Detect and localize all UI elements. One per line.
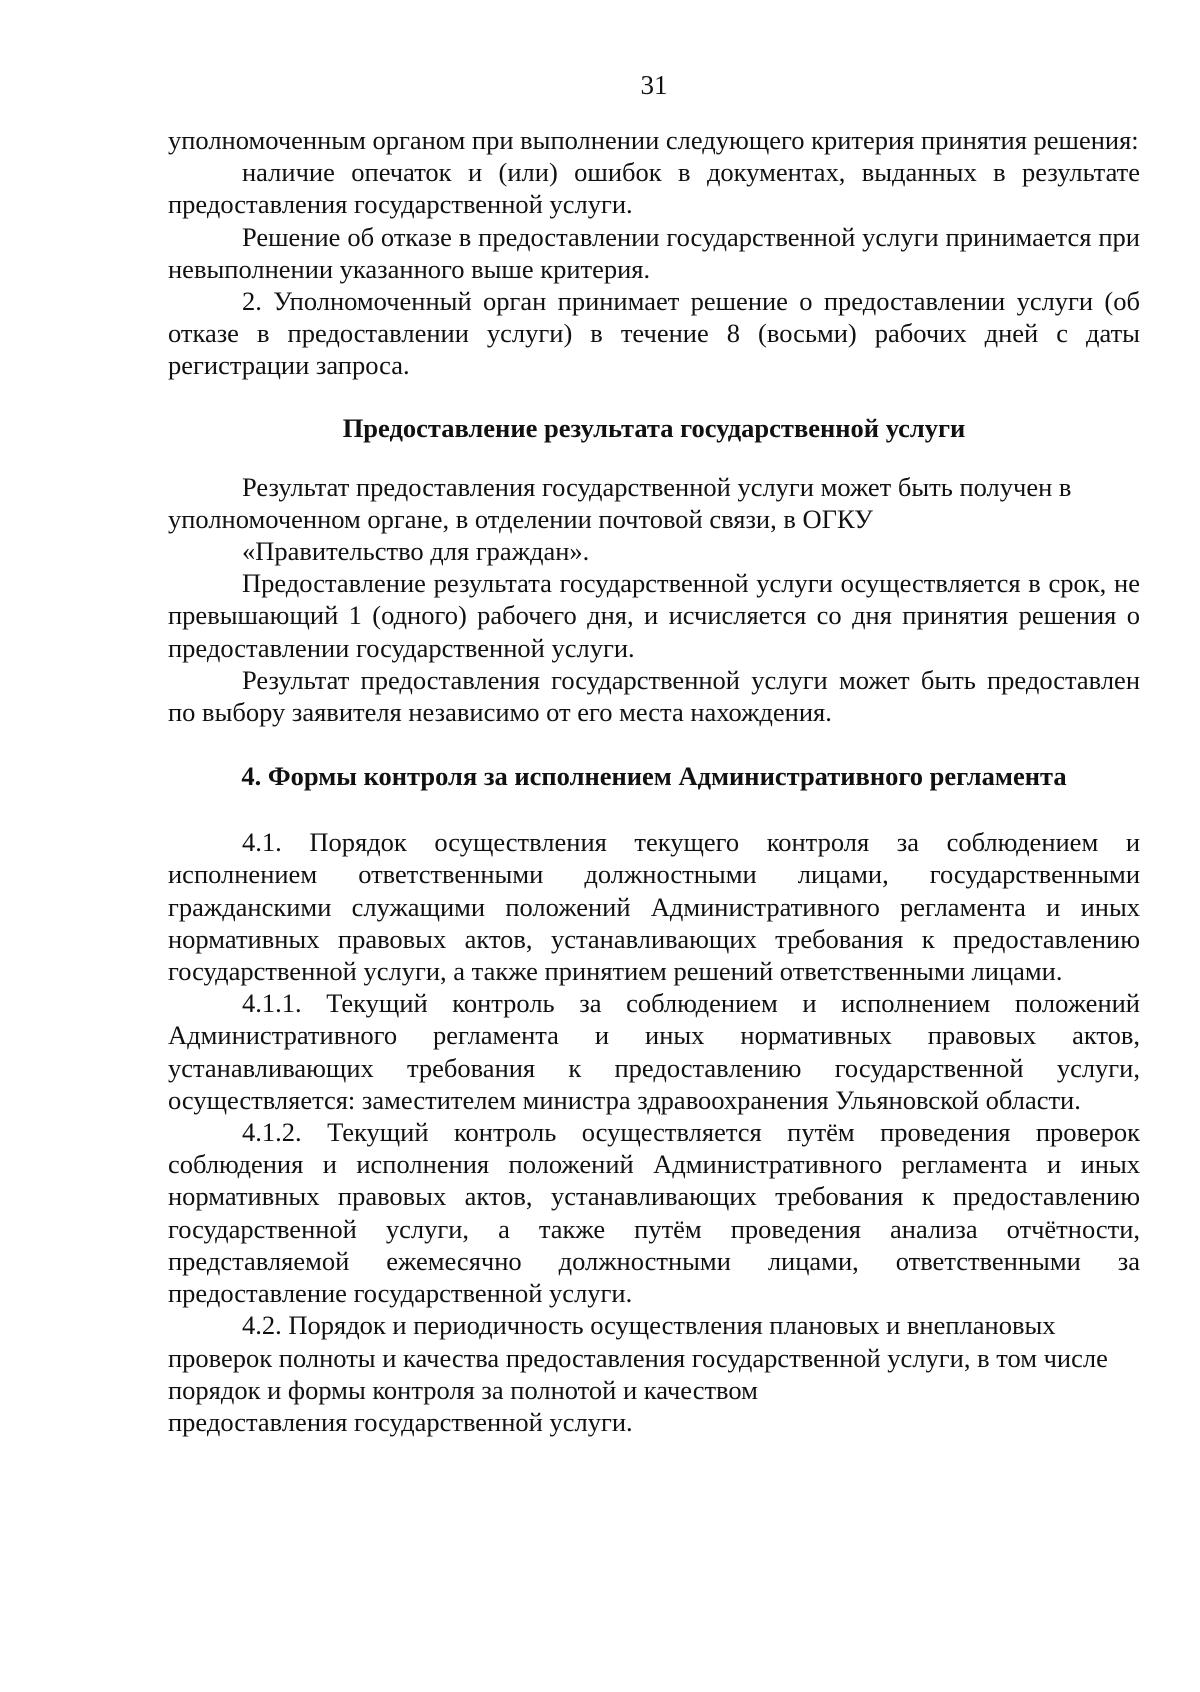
subsection-heading: Предоставление результата государственной услуги [342, 412, 966, 443]
paragraph: Результат предоставления государственной услуги может быть предоставлен по выбору заявителя независимо от его места нахождения. [168, 664, 1140, 728]
paragraph: Решение об отказе в предоставлении государственной услуги принимается при невыполнении указанного выше критерия. [168, 221, 1140, 284]
section-heading: 4. Формы контроля за исполнением Административного регламента [241, 761, 1067, 792]
paragraph: Результат предоставления государственной услуги может быть получен в уполномоченном органе, в отделении почтовой связи, в ОГКУ [168, 471, 1072, 534]
paragraph: 4.1.1. Текущий контроль за соблюдением и исполнением положений Административного регламента и иных нормативных правовых актов, устанавливающих требования к предоставлению государственной услуги, осуществляется: заместителем министра здравоохранения Ульяновской области. [168, 988, 1140, 1115]
paragraph: предоставления государственной услуги. [168, 1406, 633, 1437]
paragraph: Предоставление результата государственной услуги осуществляется в срок, не превышающий 1 (одного) рабочего дня, и исчисляется со дня принятия решения о предоставлении государственной услуги. [168, 568, 1140, 663]
paragraph: 4.1. Порядок осуществления текущего контроля за соблюдением и исполнением ответственными должностными лицами, государственными гражданскими служащими положений Административного регламента и иных нормативных правовых актов, устанавливающих требования к предоставлению государственной услуги, а также принятием решений ответственными лицами. [168, 827, 1140, 987]
paragraph: 4.2. Порядок и периодичность осуществления плановых и внеплановых проверок полноты и качества предоставления государственной услуги, в том числе порядок и формы контроля за полнотой и качеством [168, 1310, 1108, 1405]
paragraph: «Правительство для граждан». [242, 536, 590, 567]
paragraph: уполномоченным органом при выполнении следующего критерия принятия решения: [168, 125, 1139, 155]
page-number: 31 [640, 70, 668, 100]
paragraph: 2. Уполномоченный орган принимает решение о предоставлении услуги (об отказе в предоставлении услуги) в течение 8 (восьми) рабочих дней с даты регистрации запроса. [168, 286, 1140, 381]
paragraph: 4.1.2. Текущий контроль осуществляется путём проведения проверок соблюдения и исполнения положений Административного регламента и иных нормативных правовых актов, устанавливающих требования к предоставлению государственной услуги, а также путём проведения анализа отчётности, представляемой ежемесячно должностными лицами, ответственными за предоставление государственной услуги. [168, 1117, 1140, 1309]
paragraph: наличие опечаток и (или) ошибок в документах, выданных в результате предоставления государственной услуги. [168, 157, 1140, 220]
document-page [168, 70, 1140, 1438]
